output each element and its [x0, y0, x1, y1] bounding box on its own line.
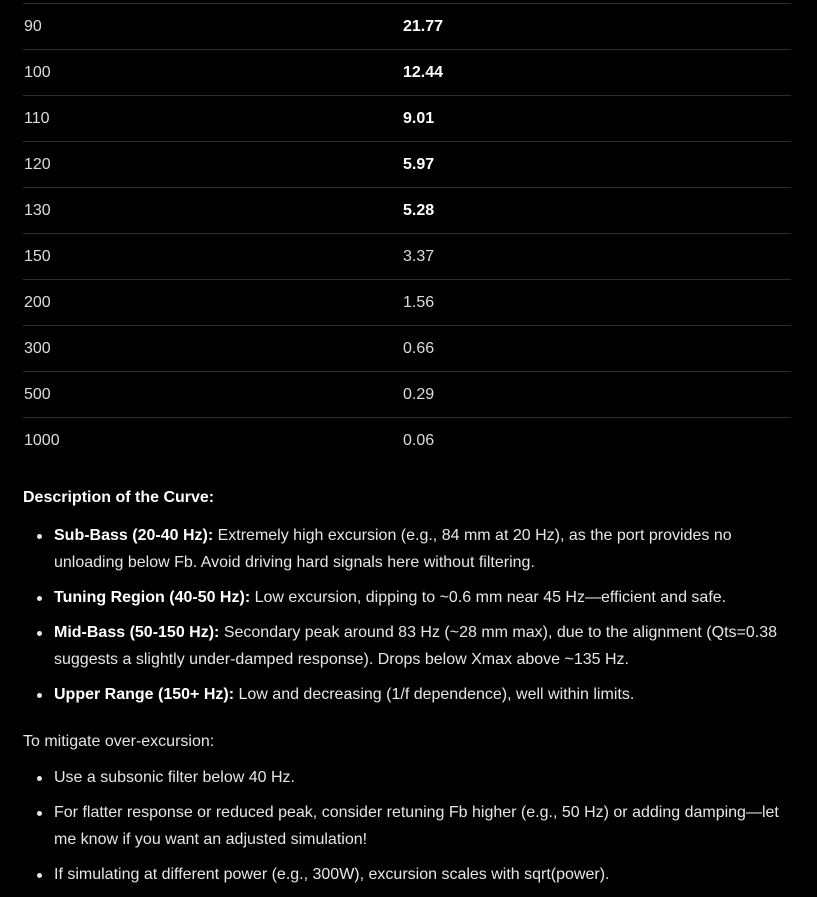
- excursion-cell: 5.28: [403, 201, 435, 219]
- excursion-table: [23, 3, 791, 464]
- mitigation-list: [23, 764, 803, 888]
- frequency-cell: 90: [24, 17, 42, 35]
- mitigation-intro: To mitigate over-excursion:: [23, 733, 215, 750]
- frequency-cell: 500: [24, 385, 51, 403]
- excursion-cell: 0.66: [403, 339, 435, 357]
- list-item: Use a subsonic filter below 40 Hz.: [23, 764, 803, 791]
- list-item: [23, 619, 803, 673]
- list-item: If simulating at different power (e.g., 300W), excursion scales with sqrt(power).: [23, 861, 803, 888]
- list-item-text: Secondary peak around 83 Hz (~28 mm max), due to the alignment (Qts=0.38 suggests a slightly under-damped response). Drops below Xmax above ~135 Hz.: [54, 624, 778, 668]
- list-item-text: Low and decreasing (1/f dependence), well within limits.: [234, 686, 635, 703]
- curve-description-heading: Description of the Curve:: [23, 489, 215, 506]
- excursion-cell: 9.01: [403, 109, 435, 127]
- table-row: [23, 372, 791, 418]
- list-item-label: Mid-Bass (50-150 Hz):: [54, 624, 220, 641]
- list-item-text: Extremely high excursion (e.g., 84 mm at 20 Hz), as the port provides no unloading below Fb. Avoid driving hard signals here without filtering.: [54, 527, 732, 571]
- table-row: [23, 280, 791, 326]
- excursion-cell: 1.56: [403, 293, 435, 311]
- frequency-cell: 120: [24, 155, 51, 173]
- table-row: [23, 50, 791, 96]
- excursion-cell: 5.97: [403, 155, 435, 173]
- curve-description-list: [23, 522, 803, 708]
- table-row: [23, 326, 791, 372]
- frequency-cell: 1000: [24, 432, 60, 449]
- frequency-cell: 300: [24, 339, 51, 357]
- list-item: For flatter response or reduced peak, consider retuning Fb higher (e.g., 50 Hz) or adding damping—let me know if you want an adjusted simulation!: [23, 799, 803, 853]
- excursion-cell: 12.44: [403, 63, 444, 81]
- list-item: [23, 681, 803, 708]
- excursion-cell: 21.77: [403, 17, 444, 35]
- list-item-label: Upper Range (150+ Hz):: [54, 686, 235, 703]
- list-item: [23, 522, 803, 576]
- frequency-cell: 150: [24, 247, 51, 265]
- frequency-cell: 110: [24, 109, 50, 127]
- frequency-cell: 200: [24, 293, 51, 311]
- excursion-cell: 0.29: [403, 385, 435, 403]
- table-row: [23, 418, 791, 464]
- table-row: [23, 96, 791, 142]
- list-item: [23, 584, 803, 611]
- excursion-cell: 3.37: [403, 247, 435, 265]
- frequency-cell: 130: [24, 201, 51, 219]
- list-item-text: Low excursion, dipping to ~0.6 mm near 45 Hz—efficient and safe.: [250, 589, 727, 606]
- excursion-cell: 0.06: [403, 432, 435, 449]
- table-row: [23, 142, 791, 188]
- response-text: [23, 486, 803, 896]
- table-row: [23, 188, 791, 234]
- frequency-cell: 100: [24, 63, 51, 81]
- table-row: [23, 4, 791, 50]
- table-row: [23, 234, 791, 280]
- list-item-label: Tuning Region (40-50 Hz):: [54, 589, 251, 606]
- list-item-label: Sub-Bass (20-40 Hz):: [54, 527, 214, 544]
